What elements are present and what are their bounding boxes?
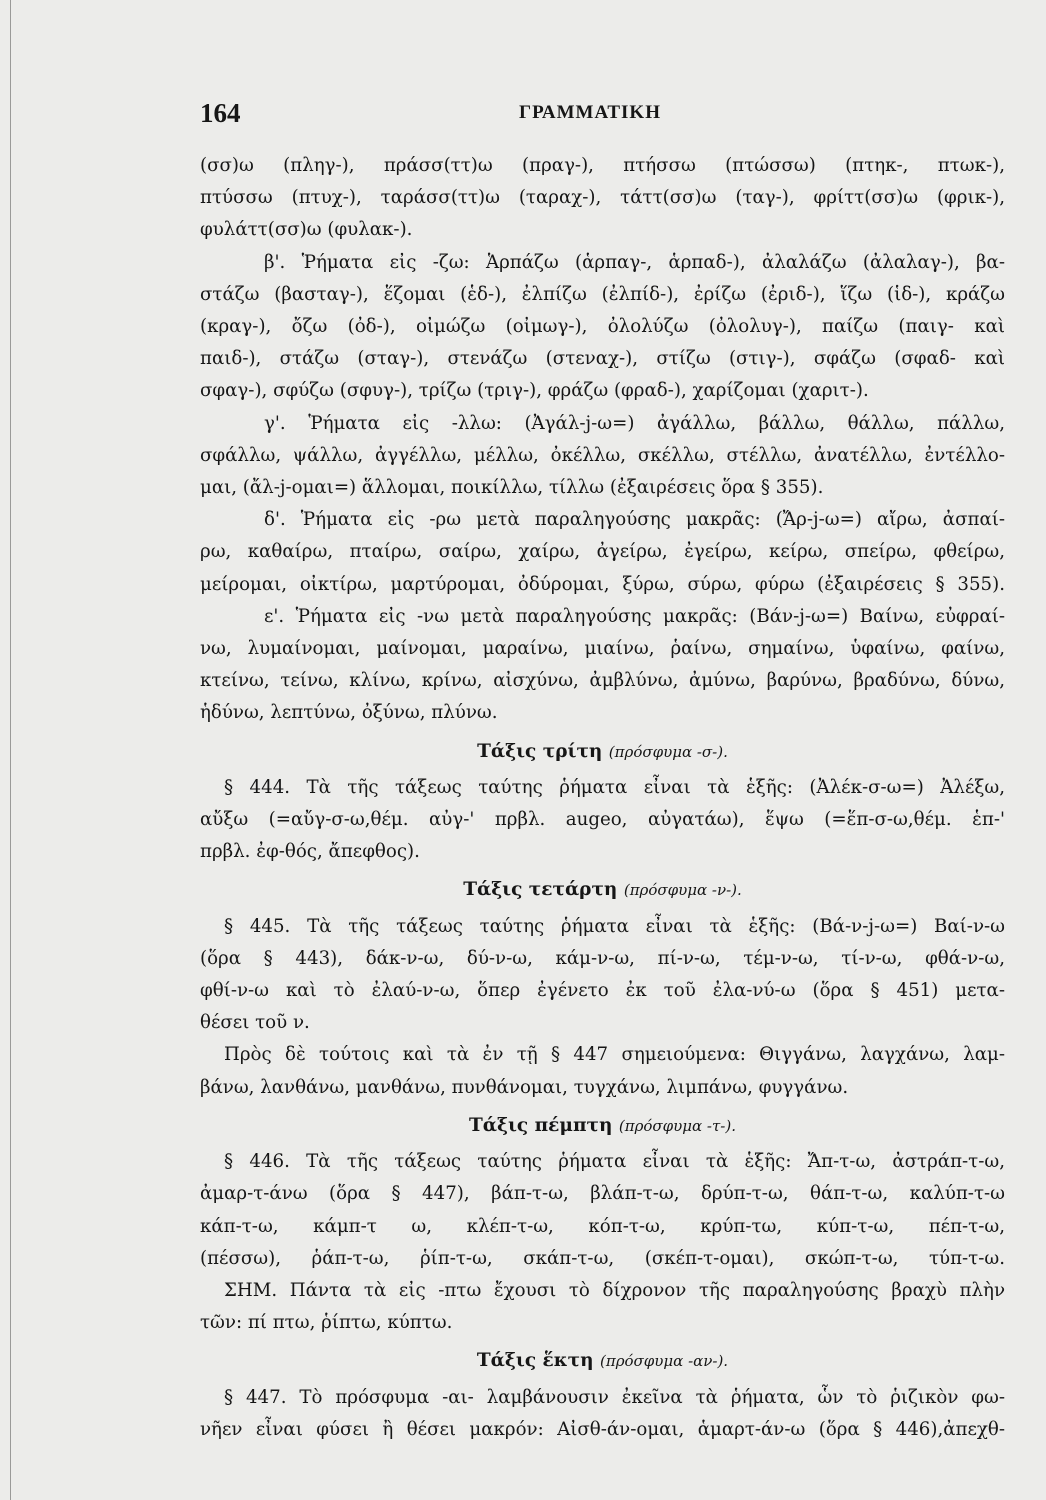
text-line: κάπ-τ-ω, κάμπ-τ ω, κλέπ-τ-ω, κόπ-τ-ω, κρύπ-τω, κύπ-τ-ω, πέπ-τ-ω, (200, 1215, 1005, 1237)
page-number: 164 (200, 98, 241, 128)
text-line: φυλάττ(σσ)ω (φυλακ-). (200, 219, 413, 241)
text-line: ΣΗΜ. Πάντα τὰ εἰς -πτω ἔχουσι τὸ δίχρονον τῆς παραληγούσης βραχὺ πλὴν (224, 1279, 1005, 1301)
text-line: δ'. Ῥήματα εἰς -ρω μετὰ παραληγούσης μακρᾶς: (Ἄρ-j-ω=) αἴρω, ἀσπαί- (264, 509, 1005, 531)
text-line: νῆεν εἶναι φύσει ἢ θέσει μακρόν: Αἰσθ-άν-ομαι, ἁμαρτ-άν-ω (ὅρα § 446),ἀπεχθ- (200, 1418, 1005, 1440)
section-heading (200, 1110, 1005, 1142)
text-line: κτείνω, τείνω, κλίνω, κρίνω, αἰσχύνω, ἀμβλύνω, ἀμύνω, βαρύνω, βραδύνω, δύνω, (200, 670, 1005, 692)
body-text (200, 150, 1005, 1446)
text-line: φθί-ν-ω καὶ τὸ ἐλαύ-ν-ω, ὅπερ ἐγένετο ἐκ τοῦ ἐλα-νύ-ω (ὅρα § 451) μετα- (200, 980, 1005, 1002)
text-line: (κραγ-), ὄζω (ὀδ-), οἰμώζω (οἰμωγ-), ὀλολύζω (ὀλολυγ-), παίζω (παιγ- καὶ (200, 316, 1005, 338)
text-line: § 446. Τὰ τῆς τάξεως ταύτης ῥήματα εἶναι τὰ ἑξῆς: Ἄπ-τ-ω, ἀστράπ-τ-ω, (224, 1151, 1005, 1173)
running-title: ΓΡΑΜΜΑΤΙΚΗ (519, 102, 661, 123)
text-line: (σσ)ω (πληγ-), πράσσ(ττ)ω (πραγ-), πτήσσω (πτώσσω) (πτηκ-, πτωκ-), (200, 155, 1005, 176)
section-suffix: (πρόσφυμα -τ-). (618, 1116, 736, 1135)
section-title: Τάξις ἕκτη (476, 1350, 594, 1372)
text-line: σφαγ-), σφύζω (σφυγ-), τρίζω (τριγ-), φράζω (φραδ-), χαρίζομαι (χαριτ-). (200, 380, 869, 402)
text-line: στάζω (βασταγ-), ἕζομαι (ἑδ-), ἐλπίζω (ἐλπίδ-), ἐρίζω (ἐριδ-), ἵζω (ἱδ-), κράζω (200, 283, 1005, 305)
text-line: § 445. Τὰ τῆς τάξεως ταύτης ῥήματα εἶναι τὰ ἑξῆς: (Βά-ν-j-ω=) Βαί-ν-ω (224, 915, 1005, 937)
section-heading (200, 1345, 1005, 1377)
text-line: ρω, καθαίρω, πταίρω, σαίρω, χαίρω, ἀγείρω, ἐγείρω, κείρω, σπείρω, φθείρω, (200, 541, 1005, 563)
section-heading (200, 736, 1005, 768)
text-line: αὔξω (=αὔγ-σ-ω,θέμ. αὐγ-' πρβλ. augeo, αὐγατάω), ἕψω (=ἕπ-σ-ω,θέμ. ἑπ-' (200, 809, 1005, 831)
text-line: σφάλλω, ψάλλω, ἀγγέλλω, μέλλω, ὀκέλλω, σκέλλω, στέλλω, ἀνατέλλω, ἐντέλλο- (200, 444, 1005, 466)
section-title: Τάξις τρίτη (477, 740, 603, 762)
text-line: μαι, (ἄλ-j-ομαι=) ἅλλομαι, ποικίλλω, τίλλω (ἐξαιρέσεις ὅρα § 355). (200, 477, 824, 499)
section-suffix: (πρόσφυμα -αν-). (600, 1352, 729, 1371)
text-line: (ὅρα § 443), δάκ-ν-ω, δύ-ν-ω, κάμ-ν-ω, πί-ν-ω, τέμ-ν-ω, τί-ν-ω, φθά-ν-ω, (200, 947, 1005, 969)
text-line: § 444. Τὰ τῆς τάξεως ταύτης ῥήματα εἶναι τὰ ἑξῆς: (Ἀλέκ-σ-ω=) Ἀλέξω, (224, 776, 1005, 798)
section-title: Τάξις πέμπτη (469, 1114, 613, 1136)
text-line: β'. Ῥήματα εἰς -ζω: Ἁρπάζω (ἁρπαγ-, ἁρπαδ-), ἀλαλάζω (ἀλαλαγ-), βα- (264, 251, 1005, 273)
text-line: ἀμαρ-τ-άνω (ὅρα § 447), βάπ-τ-ω, βλάπ-τ-ω, δρύπ-τ-ω, θάπ-τ-ω, καλύπ-τ-ω (200, 1183, 1005, 1205)
text-line: ε'. Ῥήματα εἰς -νω μετὰ παραληγούσης μακρᾶς: (Βάν-j-ω=) Βαίνω, εὐφραί- (264, 605, 1005, 627)
text-line: πρβλ. ἐφ-θός, ἄπεφθος). (200, 841, 420, 863)
text-line: πτύσσω (πτυχ-), ταράσσ(ττ)ω (ταραχ-), τάττ(σσ)ω (ταγ-), φρίττ(σσ)ω (φρικ-), (200, 187, 1005, 209)
section-heading (200, 874, 1005, 906)
text-line: (πέσσω), ῥάπ-τ-ω, ῥίπ-τ-ω, σκάπ-τ-ω, (σκέπ-τ-ομαι), σκώπ-τ-ω, τύπ-τ-ω. (200, 1247, 1005, 1269)
text-line: ἡδύνω, λεπτύνω, ὀξύνω, πλύνω. (200, 702, 498, 724)
text-line: νω, λυμαίνομαι, μαίνομαι, μαραίνω, μιαίνω, ῥαίνω, σημαίνω, ὑφαίνω, φαίνω, (200, 638, 1005, 660)
text-line: § 447. Τὸ πρόσφυμα -αι- λαμβάνουσιν ἐκεῖνα τὰ ῥήματα, ὧν τὸ ῥιζικὸν φω- (224, 1386, 1005, 1408)
text-line: γ'. Ῥήματα εἰς -λλω: (Ἀγάλ-j-ω=) ἀγάλλω, βάλλω, θάλλω, πάλλω, (264, 412, 1005, 434)
text-line: μείρομαι, οἰκτίρω, μαρτύρομαι, ὀδύρομαι, ξύρω, σύρω, φύρω (ἐξαιρέσεις § 355). (200, 573, 1005, 595)
text-line: βάνω, λανθάνω, μανθάνω, πυνθάνομαι, τυγχάνω, λιμπάνω, φυγγάνω. (200, 1076, 849, 1098)
text-line: Πρὸς δὲ τούτοις καὶ τὰ ἐν τῇ § 447 σημειούμενα: Θιγγάνω, λαγχάνω, λαμ- (224, 1044, 1005, 1066)
text-line: θέσει τοῦ ν. (200, 1012, 310, 1034)
section-suffix: (πρόσφυμα -ν-). (623, 881, 742, 900)
section-suffix: (πρόσφυμα -σ-). (608, 742, 728, 761)
scan-edge-line (10, 0, 11, 1500)
text-line: τῶν: πί πτω, ῥίπτω, κύπτω. (200, 1312, 453, 1334)
text-line: παιδ-), στάζω (σταγ-), στενάζω (στεναχ-), στίζω (στιγ-), σφάζω (σφαδ- καὶ (200, 348, 1005, 370)
section-title: Τάξις τετάρτη (463, 879, 618, 901)
page-header (200, 98, 980, 138)
